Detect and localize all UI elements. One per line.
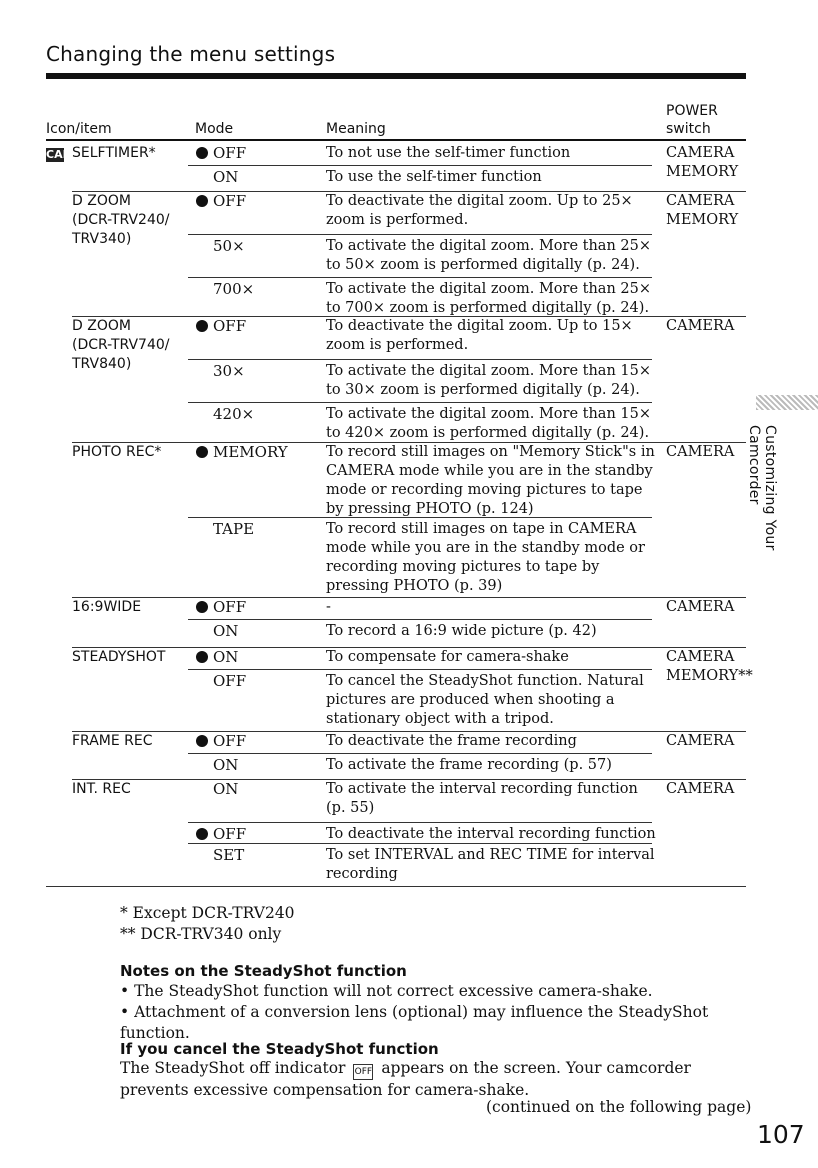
item-name-line: SELFTIMER* <box>72 145 156 161</box>
mode-label: 30× <box>213 362 245 380</box>
mode-value <box>213 756 238 775</box>
page-title: Changing the menu settings <box>46 42 336 66</box>
mode-value <box>213 362 245 381</box>
item-name-line: 16:9WIDE <box>72 599 142 615</box>
steadyshot-off-icon: OFF <box>353 1064 373 1080</box>
mode-label: ON <box>213 756 239 774</box>
cancel-text-b: appears on the screen. Your camcorder prevents excessive compensation for camera-shake. <box>120 1059 691 1099</box>
item-name <box>72 648 165 667</box>
table-group <box>46 732 746 780</box>
camera-menu-icon: CAM <box>46 148 74 161</box>
row-divider <box>188 234 652 235</box>
default-dot-icon <box>196 147 208 159</box>
mode-label: 50× <box>213 237 245 255</box>
row-divider <box>188 669 652 670</box>
meaning-text: To activate the interval recording function (p. 55) <box>326 781 638 816</box>
mode-value <box>213 168 238 187</box>
power-switch-value: CAMERA <box>666 145 735 161</box>
mode-label: SET <box>213 846 245 864</box>
power-switch-value: CAMERA <box>666 444 735 460</box>
table-group <box>46 192 746 317</box>
default-dot-icon <box>196 446 208 458</box>
row-divider <box>188 277 652 278</box>
mode-value <box>196 443 288 462</box>
continued-note: (continued on the following page) <box>486 1098 752 1116</box>
mode-label: ON <box>213 780 239 798</box>
mode-label: TAPE <box>213 520 255 538</box>
mode-value <box>196 317 246 336</box>
power-switch <box>666 192 756 230</box>
row-divider <box>188 822 652 823</box>
meaning-text: To cancel the SteadyShot function. Natural pictures are produced when shooting a stationary object with a tripod. <box>326 673 644 727</box>
mode-value <box>213 622 238 641</box>
meaning-text: To activate the digital zoom. More than 15× to 420× zoom is performed digitally (p. 24). <box>326 406 652 441</box>
mode-value <box>213 237 245 256</box>
page-number: 107 <box>757 1120 805 1149</box>
meaning-text: - <box>326 599 331 615</box>
mode-label: OFF <box>213 144 247 162</box>
item-name-line: TRV340) <box>72 231 132 247</box>
mode-value <box>196 192 246 211</box>
row-divider <box>188 165 652 166</box>
meaning-text: To deactivate the interval recording function <box>326 826 656 842</box>
item-name <box>46 144 156 163</box>
power-switch-value: CAMERA <box>666 781 735 797</box>
table-group <box>46 780 746 887</box>
power-switch-value: CAMERA <box>666 733 735 749</box>
meaning-text: To record still images on tape in CAMERA mode while you are in the standby mode or recording moving pictures to tape by pressing PHOTO (p. 39) <box>326 521 645 594</box>
default-dot-icon <box>196 828 208 840</box>
item-name-line: STEADYSHOT <box>72 649 166 665</box>
item-name-line: D ZOOM <box>72 318 131 334</box>
power-switch <box>666 144 756 182</box>
table-group <box>46 598 746 648</box>
meaning-text: To activate the digital zoom. More than 15× to 30× zoom is performed digitally (p. 24). <box>326 363 652 398</box>
meaning-text: To set INTERVAL and REC TIME for interval recording <box>326 847 655 882</box>
footnote-1: * Except DCR-TRV240 <box>120 904 295 922</box>
mode-value <box>196 648 238 667</box>
default-dot-icon <box>196 735 208 747</box>
meaning-text: To activate the frame recording (p. 57) <box>326 757 612 773</box>
mode-value <box>196 598 246 617</box>
power-switch <box>666 732 756 751</box>
mode-label: OFF <box>213 598 247 616</box>
meaning-text: To deactivate the digital zoom. Up to 25× zoom is performed. <box>326 193 633 228</box>
header-power-1: POWER <box>666 103 718 119</box>
power-switch <box>666 443 756 462</box>
meaning-text: To record a 16:9 wide picture (p. 42) <box>326 623 597 639</box>
header-rule <box>46 139 746 141</box>
table-group <box>46 443 746 598</box>
row-divider <box>188 753 652 754</box>
meaning-text: To record still images on "Memory Stick"s in CAMERA mode while you are in the standby mode or recording moving pictures to tape by pressing PHOTO (p. 124) <box>326 444 655 517</box>
row-divider <box>188 843 652 844</box>
table-group <box>46 317 746 443</box>
row-divider <box>188 359 652 360</box>
power-switch-value: CAMERA <box>666 318 735 334</box>
footnote-2: ** DCR-TRV340 only <box>120 925 282 943</box>
mode-label: ON <box>213 648 239 666</box>
mode-label: MEMORY <box>213 443 288 461</box>
table-group <box>46 648 753 732</box>
power-switch-value: CAMERA <box>666 649 735 665</box>
header-power-2: switch <box>666 121 711 137</box>
notes-bullet-2: • Attachment of a conversion lens (optional) may influence the SteadyShot function. <box>120 1003 709 1042</box>
power-switch <box>666 648 756 686</box>
meaning-text: To compensate for camera-shake <box>326 649 569 665</box>
power-switch <box>666 780 756 799</box>
item-name-line: FRAME REC <box>72 733 153 749</box>
item-name-line: PHOTO REC* <box>72 444 162 460</box>
mode-label: 700× <box>213 280 255 298</box>
item-name-line: TRV840) <box>72 356 132 372</box>
item-name <box>72 192 169 249</box>
side-tab-label: Customizing Your Camcorder <box>746 425 778 551</box>
default-dot-icon <box>196 195 208 207</box>
item-name <box>72 317 169 374</box>
power-switch-value: CAMERA <box>666 599 735 615</box>
notes-heading: Notes on the SteadyShot function <box>120 962 407 980</box>
mode-label: OFF <box>213 672 247 690</box>
item-name-line: (DCR-TRV240/ <box>72 212 170 228</box>
mode-value <box>213 780 238 799</box>
cancel-text-a: The SteadyShot off indicator <box>120 1059 346 1077</box>
item-name <box>72 780 131 799</box>
mode-value <box>213 280 254 299</box>
mode-value <box>213 405 254 424</box>
row-divider <box>188 619 652 620</box>
notes-bullet-1: • The SteadyShot function will not correct excessive camera-shake. <box>120 982 653 1000</box>
power-switch <box>666 317 756 336</box>
item-name <box>72 732 153 751</box>
mode-value <box>213 846 244 865</box>
title-rule <box>46 73 746 79</box>
meaning-text: To deactivate the digital zoom. Up to 15× zoom is performed. <box>326 318 633 353</box>
meaning-text: To activate the digital zoom. More than 25× to 700× zoom is performed digitally (p. 24). <box>326 281 652 316</box>
mode-value <box>196 732 246 751</box>
item-name <box>72 443 161 462</box>
meaning-text: To not use the self-timer function <box>326 145 571 161</box>
meaning-text: To activate the digital zoom. More than 25× to 50× zoom is performed digitally (p. 24). <box>326 238 652 273</box>
mode-label: OFF <box>213 192 247 210</box>
mode-value <box>213 520 254 539</box>
item-name-line: D ZOOM <box>72 193 131 209</box>
item-name-line: INT. REC <box>72 781 131 797</box>
mode-label: 420× <box>213 405 255 423</box>
header-item: Icon/item <box>46 121 112 137</box>
mode-value <box>213 672 246 691</box>
group-divider <box>46 886 746 887</box>
mode-label: OFF <box>213 732 247 750</box>
header-mode: Mode <box>195 121 234 137</box>
mode-label: ON <box>213 622 239 640</box>
header-meaning: Meaning <box>326 121 386 137</box>
mode-label: OFF <box>213 825 247 843</box>
mode-label: OFF <box>213 317 247 335</box>
power-switch-value: MEMORY <box>666 212 739 228</box>
mode-value <box>196 825 246 844</box>
power-switch <box>666 598 756 617</box>
meaning-text: To use the self-timer function <box>326 169 542 185</box>
meaning-text: To deactivate the frame recording <box>326 733 577 749</box>
row-divider <box>188 402 652 403</box>
row-divider <box>188 517 652 518</box>
mode-label: ON <box>213 168 239 186</box>
item-name-line: (DCR-TRV740/ <box>72 337 170 353</box>
table-group <box>46 144 746 192</box>
mode-value <box>196 144 246 163</box>
power-switch-value: CAMERA <box>666 193 735 209</box>
cancel-heading: If you cancel the SteadyShot function <box>120 1040 439 1058</box>
power-switch-value: MEMORY** <box>666 668 753 684</box>
default-dot-icon <box>196 601 208 613</box>
side-tab-marker <box>756 395 818 410</box>
default-dot-icon <box>196 651 208 663</box>
cancel-text <box>120 1058 746 1101</box>
power-switch-value: MEMORY <box>666 164 739 180</box>
item-name <box>72 598 141 617</box>
default-dot-icon <box>196 320 208 332</box>
